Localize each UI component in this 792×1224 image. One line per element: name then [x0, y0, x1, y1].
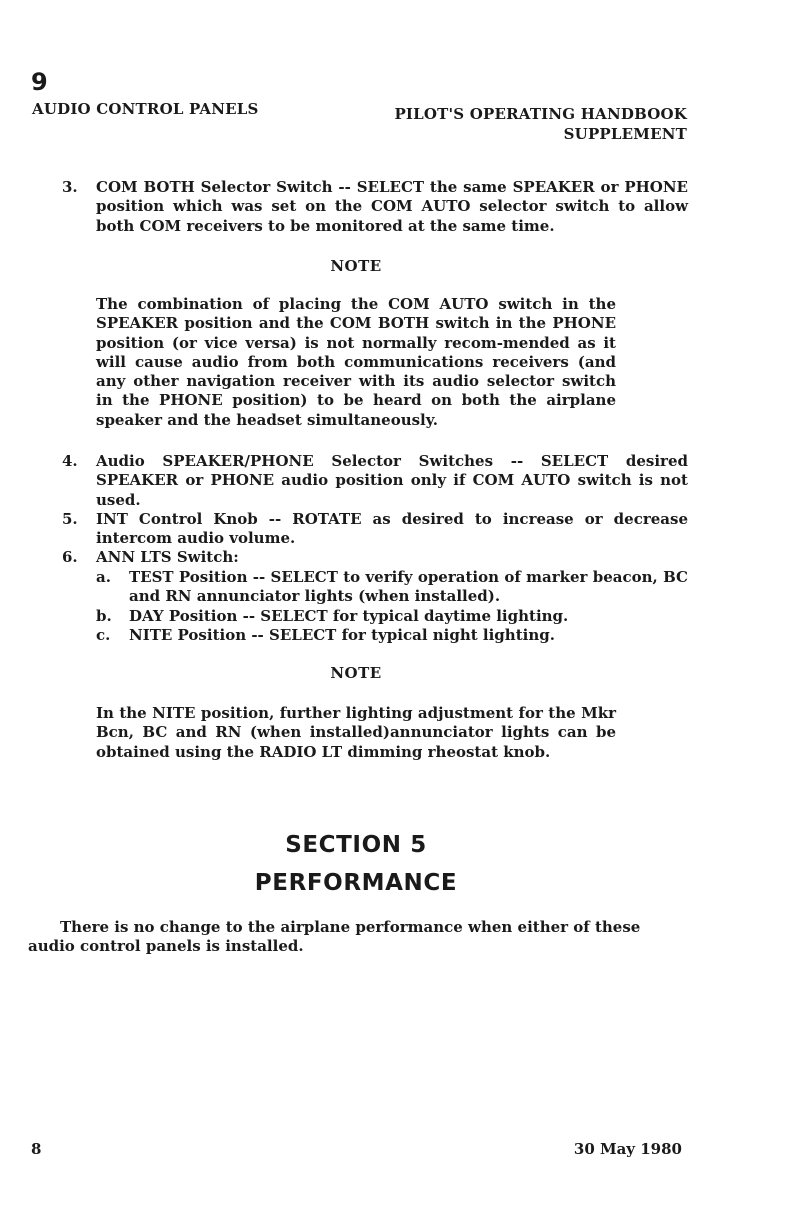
section-5-title: SECTION 5: [285, 832, 427, 858]
step-4-number: 4.: [62, 452, 78, 470]
step-6a-letter: a.: [96, 568, 111, 586]
step-4-text: Audio SPEAKER/PHONE Selector Switches -- SELECT desired SPEAKER or PHONE audio position only if COM AUTO switch is not used.: [96, 452, 688, 509]
page-number: 8: [31, 1140, 42, 1158]
note-1-text: The combination of placing the COM AUTO switch in the SPEAKER position and the COM BOTH switch in the PHONE position (or vice versa) is not normally recom-mended as it will cause audio from both communications receivers (and any other navigation receiver with its audio selector switch in the PHONE position) to be heard on both the airplane speaker and the headset simultaneously.: [96, 295, 616, 429]
header-right-line1: PILOT'S OPERATING HANDBOOK: [394, 105, 687, 123]
note-2-heading: NOTE: [330, 664, 382, 682]
step-5-number: 5.: [62, 510, 78, 528]
step-6a-text: TEST Position -- SELECT to verify operation of marker beacon, BC and RN annunciator lights (when installed).: [129, 568, 688, 606]
header-right-title: [394, 104, 687, 144]
step-3-text: COM BOTH Selector Switch -- SELECT the same SPEAKER or PHONE position which was set on the COM AUTO selector switch to allow both COM receivers to be monitored at the same time.: [96, 178, 688, 235]
step-6-number: 6.: [62, 548, 78, 566]
section-5-body: There is no change to the airplane performance when either of these audio control panels is installed.: [28, 918, 641, 956]
step-6b-text: DAY Position -- SELECT for typical daytime lighting.: [129, 607, 569, 625]
note-1-heading: NOTE: [330, 257, 382, 275]
step-6c-letter: c.: [96, 626, 111, 644]
step-6b-letter: b.: [96, 607, 112, 625]
step-5-text: INT Control Knob -- ROTATE as desired to increase or decrease intercom audio volume.: [96, 510, 688, 548]
section-5-subtitle: PERFORMANCE: [254, 870, 458, 896]
step-3-number: 3.: [62, 178, 78, 196]
section-number: 9: [31, 68, 48, 96]
note-2-text: In the NITE position, further lighting adjustment for the Mkr Bcn, BC and RN (when installed)annunciator lights can be obtained using the RADIO LT dimming rheostat knob.: [96, 704, 616, 761]
header-right-line2: SUPPLEMENT: [563, 125, 687, 143]
header-left-title: AUDIO CONTROL PANELS: [32, 100, 259, 118]
step-6c-text: NITE Position -- SELECT for typical night lighting.: [129, 626, 555, 644]
footer-date: 30 May 1980: [573, 1140, 682, 1158]
step-6-text: ANN LTS Switch:: [96, 548, 239, 566]
